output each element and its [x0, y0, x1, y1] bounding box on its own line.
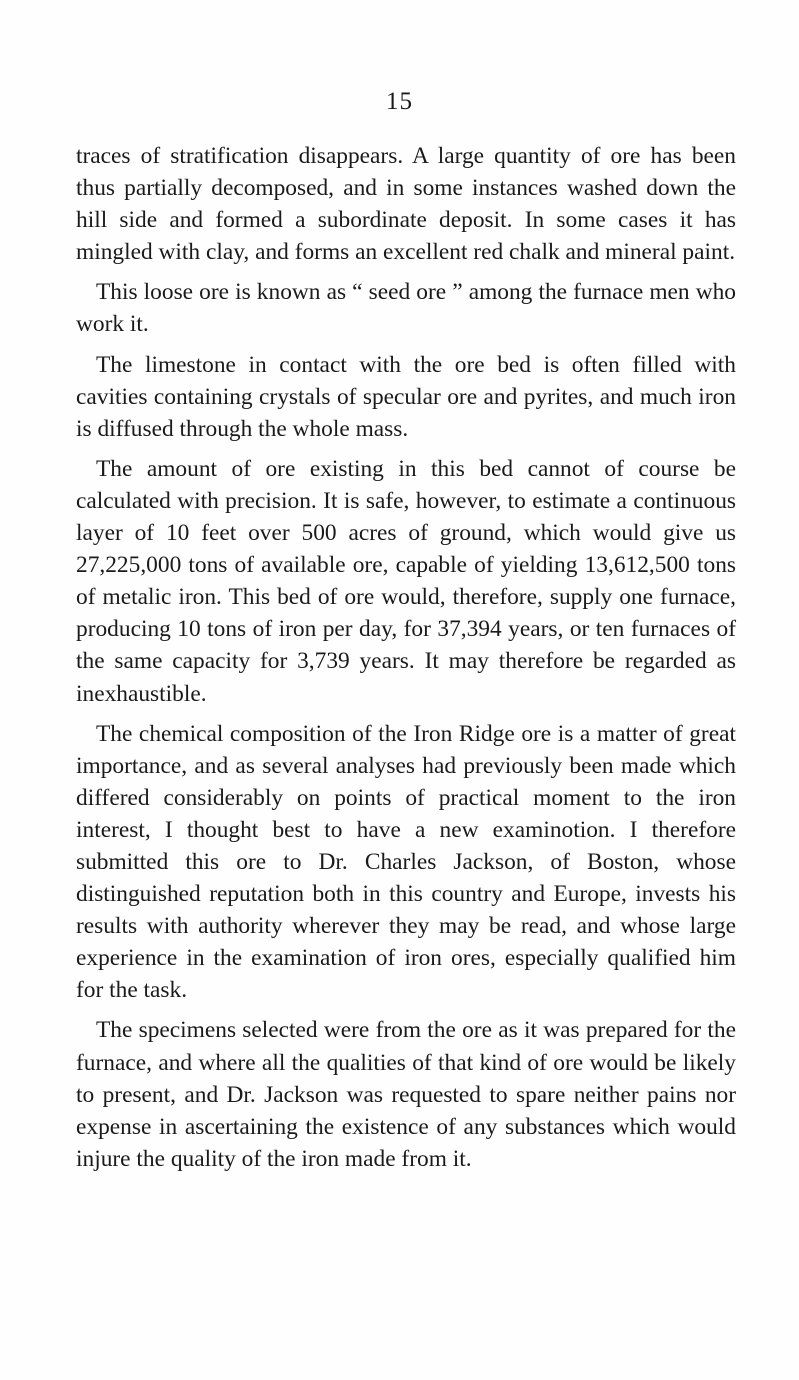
paragraph-1: traces of stratification disappears. A large quantity of ore has been thus partially decomposed, and in some instances washed down the hill side and formed a subordinate deposit. In some cases it has mingled with clay, and forms an excellent red chalk and mineral paint.	[76, 143, 736, 266]
paragraph-6: The specimens selected were from the ore as it was prepared for the furnace, and where all the qualities of that kind of ore would be likely to present, and Dr. Jackson was requested to spare neither pains nor expense in ascertaining the existence of any substances which would injure the quality of the iron made from it.	[76, 1017, 736, 1172]
paragraph-2: This loose ore is known as “ seed ore ” among the furnace men who work it.	[76, 279, 736, 338]
paragraph-4: The amount of ore existing in this bed cannot of course be calculated with precision. It is safe, however, to estimate a continuous layer of 10 feet over 500 acres of ground, which would give us 27,225,000 tons of available ore, capable of yielding 13,612,500 tons of metalic iron. This bed of ore would, therefore, supply one furnace, producing 10 tons of iron per day, for 37,394 years, or ten furnaces of the same capacity for 3,739 years. It may therefore be regarded as inexhaustible.	[76, 455, 736, 707]
paragraph-5: The chemical composition of the Iron Ridge ore is a matter of great importance, and as several analyses had previously been made which differed considerably on points of practical moment to the iron interest, I thought best to have a new examinotion. I therefore submitted this ore to Dr. Charles Jackson, of Boston, whose distinguished reputation both in this country and Europe, invests his results with authority wherever they may be read, and whose large experience in the examination of iron ores, especially qualified him for the task.	[76, 720, 736, 1004]
page-number: 15	[386, 88, 413, 115]
body-text	[76, 140, 736, 1183]
paragraph-3: The limestone in contact with the ore bed is often filled with cavities containing crystals of specular ore and pyrites, and much iron is diffused through the whole mass.	[76, 351, 736, 442]
